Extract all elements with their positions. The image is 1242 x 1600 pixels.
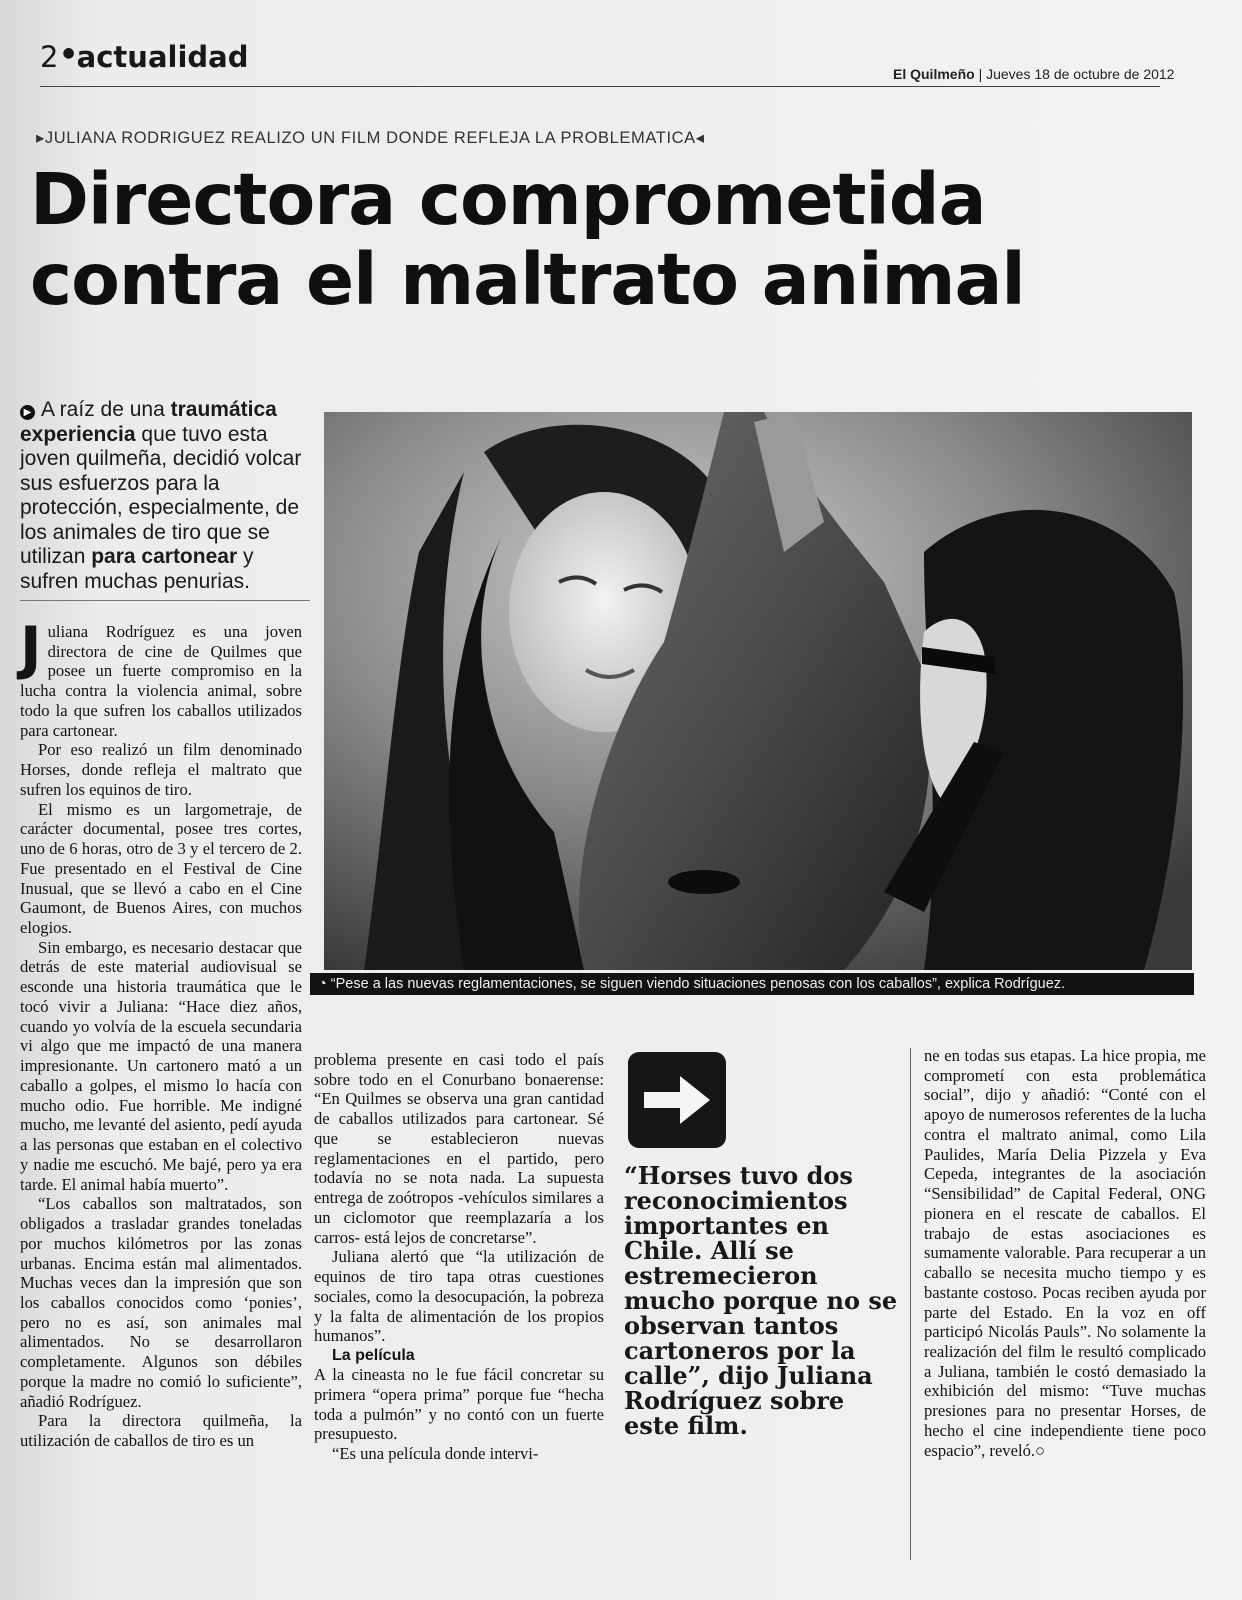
page-number: 2 [40,40,59,74]
lead-rule [20,600,310,601]
paragraph [924,1046,1206,1460]
paragraph: Sin embargo, es necesario destacar que detrás de este material audiovisual se esconde una historia traumática que le tocó vivir a Juliana: “Hace diez años, cuando yo volvía de la escuela secundaria vi algo que me impactó de una manera impresionante. Un cartonero mató a un caballo a golpes, el mismo lo hacía con mucho odio. Fue horrible. Me indigné mucho, me levanté del asiento, pedí ayuda a las personas que estaban en el colectivo y nadie me escuchó. Me bajé, pero ya era tarde. El animal había muerto”. [20,937,302,1194]
photo-horse-and-women [324,412,1192,970]
section-header [40,40,248,74]
subhead: La película [332,1347,415,1365]
masthead-info [893,66,1174,82]
newspaper-name: El Quilmeño [893,66,975,82]
column-divider [910,1048,911,1560]
lead-text: que tuvo esta joven quilmeña, decidió volcar sus esfuerzos para la protección, especialmente, de los animales de tiro que se utilizan [20,422,302,569]
pull-quote: “Horses tuvo dos reconocimientos importantes en Chile. Allí se estremecieron mucho porque no se observan tantos cartoneros por la calle”, dijo Juliana Rodríguez sobre este film. [624,1161,898,1440]
photo-caption [310,973,1194,995]
headline [30,160,1210,319]
section-name: actualidad [76,40,249,74]
issue-date: | Jueves 18 de octubre de 2012 [978,66,1175,82]
lead-bold: para cartonear [91,545,238,569]
article-photo [324,412,1192,970]
caption-bullet-icon: ◔ [318,976,327,992]
headline-line-2: contra el maltrato animal [30,237,1025,321]
column-2 [314,1050,604,1464]
end-mark-icon: ○ [1035,1440,1046,1460]
lead-text: y sufren muchas penurias. [20,545,254,593]
paragraph: Juliana alertó que “la utilización de equinos de tiro tapa otras cuestiones sociales, como la desocupación, la pobreza y la falta de alimentación de los propios humanos”. [314,1247,604,1346]
paragraph: problema presente en casi todo el país sobre todo en el Conurbano bonaerense: “En Quilmes se observa una gran cantidad de caballos utilizados para cartonear. Sé que se establecieron nuevas reglamentaciones en el partido, pero todavía no se nota nada. La supuesta entrega de zoótropos -vehículos similares a un ciclomotor que reemplazaría a los carros- está lejos de concretarse”. [314,1050,604,1247]
paragraph: “Los caballos son maltratados, son obligados a trasladar grandes toneladas por muchos kilómetros por las zonas urbanas. Encima están mal alimentados. Muchas veces dan la impresión que son los caballos conocidos como ‘ponies’, pero no es así, son animales mal alimentados. No se desarrollaron completamente. Algunos son débiles porque la madre no comió lo suficiente”, añadió Rodríguez. [20,1194,302,1411]
paragraph: Por eso realizó un film denominado Horses, donde refleja el maltrato que sufren los equinos de tiro. [20,740,302,799]
paragraph: El mismo es un largometraje, de carácter documental, posee tres cortes, uno de 6 horas, otro de 3 y el tercero de 2. Fue presentado en el Festival de Cine Inusual, que se llevó a cabo en el Cine Gaumont, de Buenos Aires, con muchos elogios. [20,799,302,938]
lead-bold: traumática experiencia [20,398,277,446]
column-1 [20,614,302,1451]
caption-text: “Pese a las nuevas reglamentaciones, se siguen viendo situaciones penosas con los caballos”, explica Rodríguez. [330,976,1066,992]
lead-text: A raíz de una [41,398,165,421]
play-bullet-icon: ▶ [20,405,35,420]
section-bullet-icon: ● [62,45,75,61]
headline-line-1: Directora comprometida [30,158,986,241]
paragraph: “Es una película donde intervi- [332,1443,539,1463]
paragraph [20,614,302,740]
arrow-right-icon [628,1052,726,1148]
column-4 [924,1046,1206,1460]
paragraph-text: ne en todas sus etapas. La hice propia, me comprometí con esta problemática social”, dijo y añadió: “Conté con el apoyo de numerosos referentes de la lucha contra el maltrato animal, como Lila Paulides, María Delia Pizzela y Eva Cepeda, integrantes de la asociación “Sensibilidad” de Capital Federal, ONG pionera en el rescate de caballos. El trabajo de estas asociaciones es sumamente valorable. Para recuperar a un caballo se necesita mucho tiempo y es bastante costoso. Pocas reciben ayuda por parte del Estado. En la voz en off participó Nicolás Pauls”. No solamente la realización del film le resultó complicado a Juliana, también le costó demasiado la exhibición del mismo: “Tuve muchas presiones para no presentar Horses, de hecho el cine independiente tiene poco espacio”, reveló. [924,1046,1206,1460]
lead-paragraph [20,398,312,595]
header-rule [40,86,1160,87]
paragraph: A la cineasta no le fue fácil concretar su primera “opera prima” porque fue “hecha toda a pulmón” y no contó con un fuerte presupuesto. [314,1365,604,1444]
drop-cap: J [20,614,42,682]
paragraph: Para la directora quilmeña, la utilización de caballos de tiro es un [20,1411,302,1451]
paragraph-text: uliana Rodríguez es una joven directora de cine de Quilmes que posee un fuerte compromiso en la lucha contra la violencia animal, sobre todo la que sufren los caballos utilizados para cartonear. [20,622,302,740]
kicker: ▸JULIANA RODRIGUEZ REALIZO UN FILM DONDE REFLEJA LA PROBLEMATICA◂ [36,129,705,147]
